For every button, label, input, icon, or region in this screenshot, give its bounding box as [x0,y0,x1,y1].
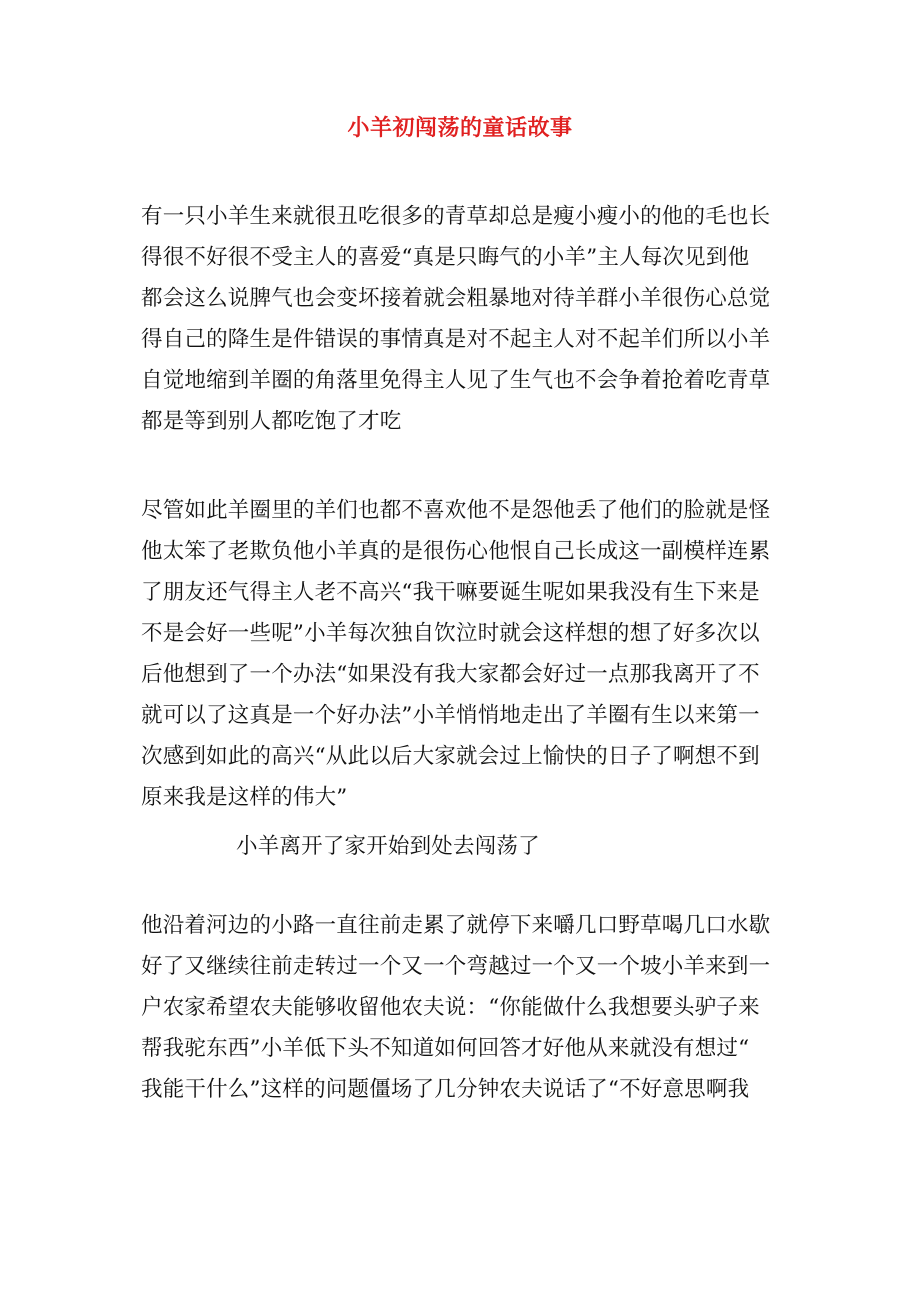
text-line: 都会这么说脾气也会变坏接着就会粗暴地对待羊群小羊很伤心总觉 [141,286,771,311]
document-title: 小羊初闯荡的童话故事 [347,115,573,141]
text-line: 尽管如此羊圈里的羊们也都不喜欢他不是怨他丢了他们的脸就是怪 [141,498,771,523]
paragraph-2 [141,490,781,818]
text-line: 不是会好一些呢”小羊每次独自饮泣时就会这样想的想了好多次以 [141,621,760,646]
text-line: 好了又继续往前走转过一个又一个弯越过一个又一个坡小羊来到一 [141,954,771,979]
text-line: 他沿着河边的小路一直往前走累了就停下来嚼几口野草喝几口水歇 [141,913,771,938]
text-line: 次感到如此的高兴“从此以后大家就会过上愉快的日子了啊想不到 [141,744,760,769]
paragraph-1 [141,196,781,442]
text-line: 我能干什么”这样的问题僵场了几分钟农夫说话了“不好意思啊我 [141,1077,750,1102]
text-line: 他太笨了老欺负他小羊真的是很伤心他恨自己长成这一副模样连累 [141,539,771,564]
text-line: 得很不好很不受主人的喜爱“真是只晦气的小羊”主人每次见到他 [141,245,750,270]
text-line: 有一只小羊生来就很丑吃很多的青草却总是瘦小瘦小的他的毛也长 [141,204,771,229]
text-line: 得自己的降生是件错误的事情真是对不起主人对不起羊们所以小羊 [141,327,771,352]
text-line: 就可以了这真是一个好办法”小羊悄悄地走出了羊圈有生以来第一 [141,703,760,728]
text-line: 后他想到了一个办法“如果没有我大家都会好过一点那我离开了不 [141,662,760,687]
paragraph-3 [236,826,796,867]
text-line: 小羊离开了家开始到处去闯荡了 [236,834,540,859]
paragraph-4 [141,905,781,1110]
text-line: 户农家希望农夫能够收留他农夫说：“你能做什么我想要头驴子来 [141,995,760,1020]
text-line: 帮我驼东西”小羊低下头不知道如何回答才好他从来就没有想过“ [141,1036,750,1061]
text-line: 原来我是这样的伟大” [141,785,348,810]
text-line: 自觉地缩到羊圈的角落里免得主人见了生气也不会争着抢着吃青草 [141,368,771,393]
text-line: 都是等到别人都吃饱了才吃 [141,409,402,434]
text-line: 了朋友还气得主人老不高兴“我干嘛要诞生呢如果我没有生下来是 [141,580,760,605]
